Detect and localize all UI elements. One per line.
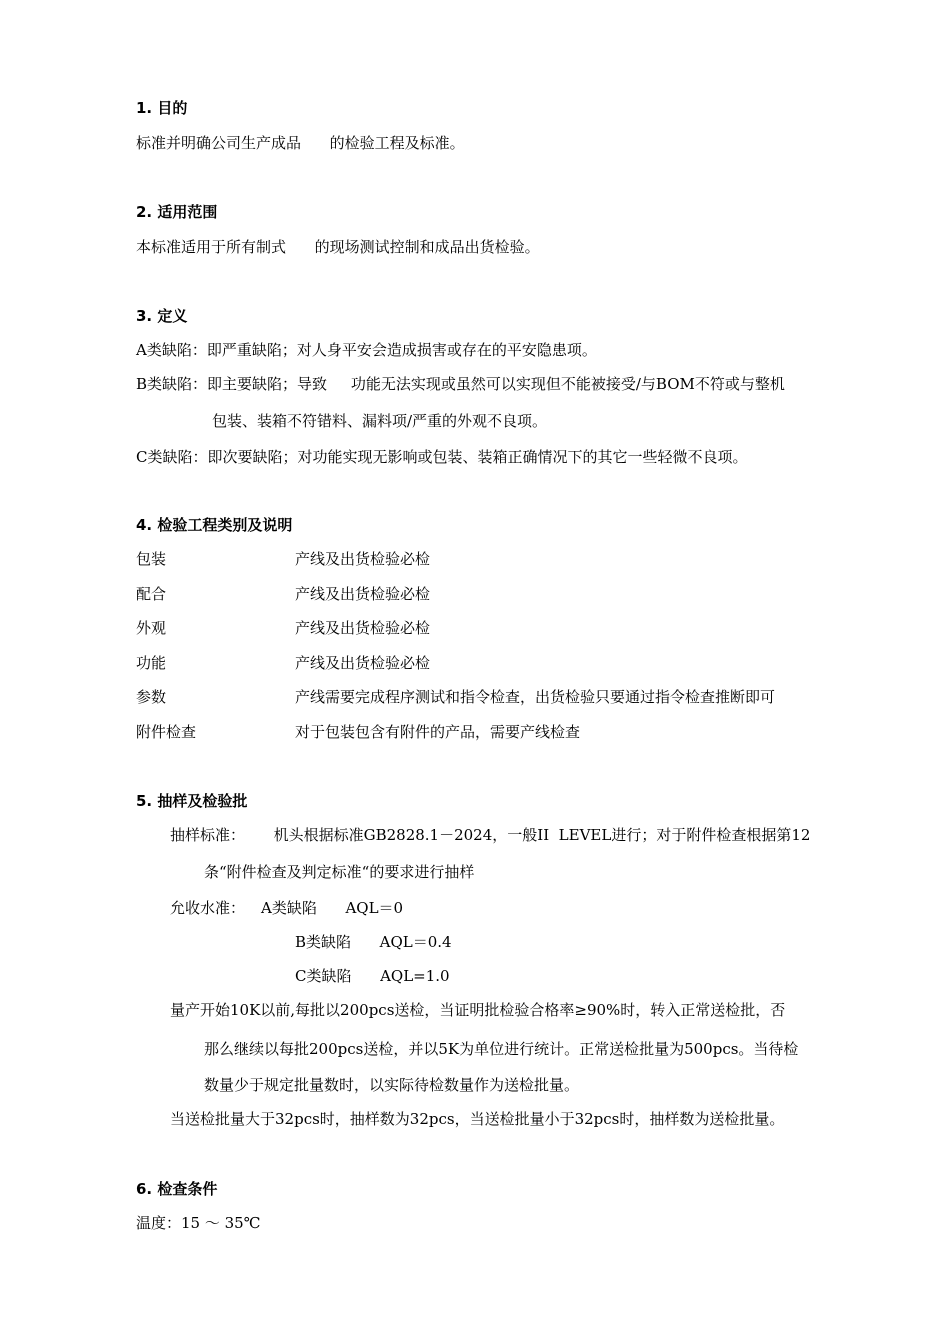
item-name: 配合 — [136, 585, 167, 603]
section-3-heading: 3. 定义 — [136, 307, 188, 325]
item-description: 对于包装包含有附件的产品，需要产线检查 — [295, 723, 581, 741]
item-description: 产线及出货检验必检 — [295, 654, 431, 672]
item-name: 功能 — [136, 654, 167, 672]
item-name: 参数 — [136, 688, 167, 706]
item-name: 包装 — [136, 550, 167, 568]
item-description: 产线及出货检验必检 — [295, 550, 431, 568]
mass-production-line2: 那么继续以每批200pcs送检，并以5K为单位进行统计。正常送检批量为500pcs。当待检 — [204, 1040, 799, 1058]
item-description: 产线及出货检验必检 — [295, 585, 431, 603]
mass-production-line1: 量产开始10K以前,每批以200pcs送检，当证明批检验合格率≥90%时，转入正常送检批，否 — [170, 1001, 786, 1019]
aql-a-defect: A类缺陷 AQL＝0 — [261, 899, 404, 917]
aql-b-defect: B类缺陷 AQL＝0.4 — [295, 933, 452, 951]
section-5-heading: 5. 抽样及检验批 — [136, 792, 248, 810]
item-description: 产线需要完成程序测试和指令检查，出货检验只要通过指令检查推断即可 — [295, 688, 776, 706]
item-description: 产线及出货检验必检 — [295, 619, 431, 637]
section-1-heading: 1. 目的 — [136, 99, 188, 117]
temperature-condition: 温度：15 ～ 35℃ — [136, 1214, 261, 1232]
section-2-body: 本标准适用于所有制式 的现场测试控制和成品出货检验。 — [136, 238, 540, 256]
section-6-heading: 6. 检查条件 — [136, 1180, 218, 1198]
b-defect-definition-line2: 包装、装箱不符错料、漏料项/严重的外观不良项。 — [212, 412, 548, 430]
section-1-body: 标准并明确公司生产成品 的检验工程及标准。 — [136, 134, 465, 152]
aql-c-defect: C类缺陷 AQL=1.0 — [295, 967, 450, 985]
section-2-heading: 2. 适用范围 — [136, 203, 218, 221]
aql-label: 允收水准： — [170, 899, 246, 917]
item-name: 外观 — [136, 619, 167, 637]
section-4-heading: 4. 检验工程类别及说明 — [136, 516, 293, 534]
item-name: 附件检查 — [136, 723, 197, 741]
sampling-standard-line2: 条“附件检查及判定标准“的要求进行抽样 — [204, 863, 475, 881]
mass-production-line3: 数量少于规定批量数时，以实际待检数量作为送检批量。 — [204, 1076, 580, 1094]
b-defect-definition-line1: B类缺陷：即主要缺陷；导致 功能无法实现或虽然可以实现但不能被接受/与BOM不符或与整机 — [136, 375, 785, 393]
a-defect-definition: A类缺陷：即严重缺陷；对人身平安会造成损害或存在的平安隐患项。 — [136, 341, 597, 359]
sample-size-rule: 当送检批量大于32pcs时，抽样数为32pcs，当送检批量小于32pcs时，抽样数为送检批量。 — [170, 1110, 785, 1128]
c-defect-definition: C类缺陷：即次要缺陷；对功能实现无影响或包装、装箱正确情况下的其它一些轻微不良项。 — [136, 448, 748, 466]
sampling-standard-line1: 抽样标准： 机头根据标准GB2828.1－2024，一般II LEVEL进行；对于附件检查根据第12 — [170, 826, 811, 844]
